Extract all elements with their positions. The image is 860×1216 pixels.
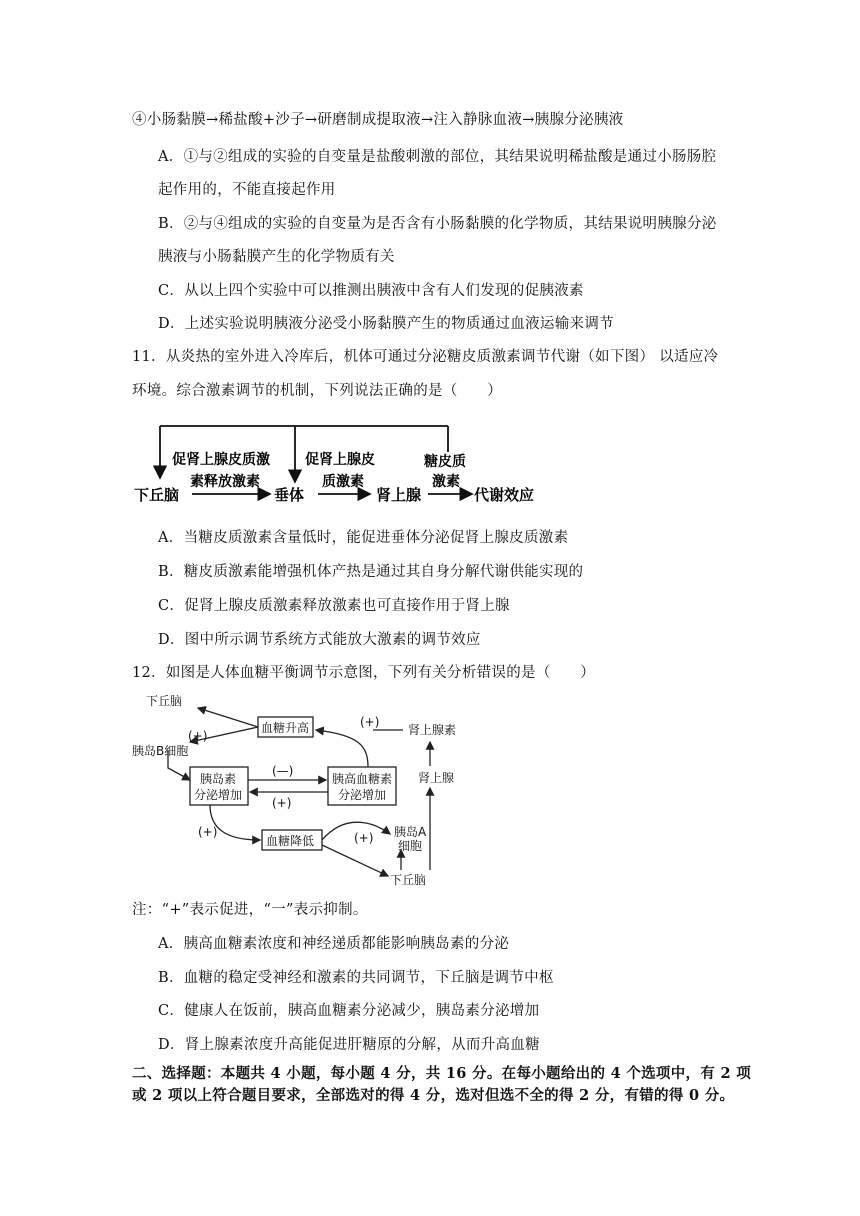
q11-gc-label-2: 激素 bbox=[432, 474, 460, 490]
q11-option-c: C．促肾上腺皮质激素释放激素也可直接作用于肾上腺 bbox=[158, 598, 510, 614]
q11-hypothalamus-label: 下丘脑 bbox=[134, 486, 180, 504]
q11-gc-label-1: 糖皮质 bbox=[424, 454, 466, 470]
q12-adrenaline: 肾上腺素 bbox=[408, 723, 457, 737]
q10-option-a-line2: 起作用的，不能直接起作用 bbox=[158, 182, 336, 198]
q12-option-c: C．健康人在饭前，胰高血糖素分泌减少，胰岛素分泌增加 bbox=[158, 1003, 540, 1019]
q12-option-d: D．肾上腺素浓度升高能促进肝糖原的分解，从而升高血糖 bbox=[158, 1037, 540, 1053]
section2-heading-line2: 或 2 项以上符合题目要求，全部选对的得 4 分，选对但选不全的得 2 分，有错的得 0 分。 bbox=[132, 1087, 735, 1104]
q11-option-a: A．当糖皮质激素含量低时，能促进垂体分泌促肾上腺皮质激素 bbox=[158, 530, 569, 546]
q10-option-a-line1: A．①与②组成的实验的自变量是盐酸刺激的部位，其结果说明稀盐酸是通过小肠肠腔 bbox=[158, 149, 717, 165]
q11-option-d: D．图中所示调节系统方式能放大激素的调节效应 bbox=[158, 632, 481, 648]
q12-plus-top: (+) bbox=[188, 729, 208, 743]
q12-option-b: B．血糖的稳定受神经和激素的共同调节，下丘脑是调节中枢 bbox=[158, 970, 554, 986]
q11-crh-label-2: 素释放激素 bbox=[190, 474, 260, 490]
q10-option-c: C．从以上四个实验中可以推测出胰液中含有人们发现的促胰液素 bbox=[158, 283, 584, 299]
q11-option-b: B．糖皮质激素能增强机体产热是通过其自身分解代谢供能实现的 bbox=[158, 564, 584, 580]
q11-pituitary-label: 垂体 bbox=[274, 486, 305, 504]
q11-crh-label-1: 促肾上腺皮质激 bbox=[172, 452, 270, 468]
q11-acth-label-1: 促肾上腺皮 bbox=[305, 452, 375, 468]
q12-plus-adrenaline: (+) bbox=[360, 715, 380, 729]
q10-option-b-line2: 胰液与小肠黏膜产生的化学物质有关 bbox=[158, 249, 395, 265]
q12-islet-a-2: 细胞 bbox=[398, 839, 423, 853]
q11-stem-line2: 环境。综合激素调节的机制，下列说法正确的是（ ） bbox=[132, 383, 502, 399]
q12-plus-mid: (+) bbox=[272, 796, 292, 810]
q11-adrenal-label: 肾上腺 bbox=[376, 486, 422, 504]
q11-stem-line1: 11．从炎热的室外进入冷库后，机体可通过分泌糖皮质激素调节代谢（如下图） 以适应冷 bbox=[132, 349, 719, 365]
q12-note: 注：“+”表示促进，“一”表示抑制。 bbox=[132, 902, 368, 918]
section2-heading-line1: 二、选择题：本题共 4 小题，每小题 4 分，共 16 分。在每小题给出的 4 个选项中，有 2 项 bbox=[132, 1065, 752, 1082]
q11-effect-label: 代谢效应 bbox=[474, 486, 535, 504]
q10-option-d: D．上述实验说明胰液分泌受小肠黏膜产生的物质通过血液运输来调节 bbox=[158, 316, 614, 332]
q12-blood-glucose-diagram bbox=[128, 690, 468, 890]
q10-item4: ④小肠黏膜→稀盐酸+沙子→研磨制成提取液→注入静脉血液→胰腺分泌胰液 bbox=[132, 112, 624, 128]
q12-hypothalamus-bottom: 下丘脑 bbox=[390, 873, 427, 887]
q12-insulin-1: 胰岛素 bbox=[200, 772, 237, 786]
q12-glucose-down: 血糖降低 bbox=[266, 834, 315, 848]
q12-minus: (—) bbox=[272, 764, 294, 778]
q12-insulin-2: 分泌增加 bbox=[194, 788, 243, 802]
q12-adrenal-gland: 肾上腺 bbox=[418, 771, 455, 785]
q12-islet-a-1: 胰岛A bbox=[394, 825, 427, 839]
q12-plus-right: (+) bbox=[354, 831, 374, 845]
q12-option-a: A．胰高血糖素浓度和神经递质都能影响胰岛素的分泌 bbox=[158, 936, 510, 952]
q12-glucagon-1: 胰高血糖素 bbox=[332, 772, 393, 786]
q12-hypothalamus-top: 下丘脑 bbox=[146, 694, 183, 708]
q11-hormone-diagram bbox=[130, 420, 570, 520]
q12-islet-b: 胰岛B细胞 bbox=[132, 744, 189, 758]
q12-glucose-up: 血糖升高 bbox=[261, 721, 310, 735]
q10-option-b-line1: B．②与④组成的实验的自变量为是否含有小肠黏膜的化学物质，其结果说明胰腺分泌 bbox=[158, 216, 717, 232]
q12-stem: 12．如图是人体血糖平衡调节示意图，下列有关分析错误的是（ ） bbox=[132, 665, 596, 681]
q12-plus-left: (+) bbox=[198, 825, 218, 839]
q12-glucagon-2: 分泌增加 bbox=[338, 788, 387, 802]
q11-acth-label-2: 质激素 bbox=[322, 474, 364, 490]
